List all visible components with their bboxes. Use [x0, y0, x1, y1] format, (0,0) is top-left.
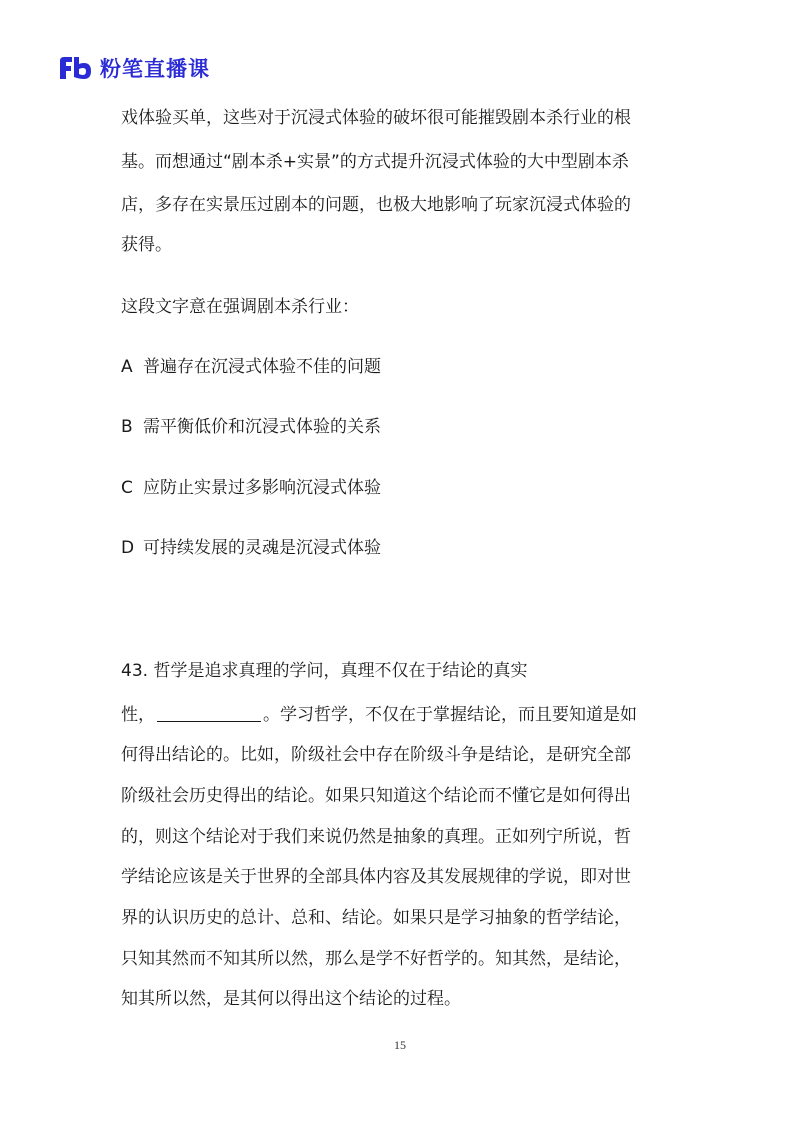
question-43-line: 阶级社会历史得出的结论。如果只知道这个结论而不懂它是如何得出 — [121, 786, 631, 806]
header — [58, 50, 210, 86]
question-43-line: 的，则这个结论对于我们来说仍然是抽象的真理。正如列宁所说，哲 — [121, 827, 631, 847]
question-43-line: 学结论应该是关于世界的全部具体内容及其发展规律的学说，即对世 — [121, 867, 631, 887]
option-text: 需平衡低价和沉浸式体验的关系 — [143, 417, 381, 437]
question-43-text: 。学习哲学，不仅在于掌握结论，而且要知道是如 — [263, 705, 637, 725]
question-43-line: 何得出结论的。比如，阶级社会中存在阶级斗争是结论，是研究全部 — [121, 745, 631, 765]
option-letter: D — [121, 538, 135, 558]
question-43-line: 知其所以然，是其何以得出这个结论的过程。 — [121, 989, 461, 1009]
passage-line: 戏体验买单，这些对于沉浸式体验的破坏很可能摧毁剧本杀行业的根 — [121, 108, 631, 128]
option-letter: C — [121, 478, 133, 498]
option-text: 可持续发展的灵魂是沉浸式体验 — [143, 538, 381, 558]
question-stem: 这段文字意在强调剧本杀行业： — [121, 297, 359, 317]
question-43-line — [121, 705, 637, 725]
page-number: 15 — [394, 1038, 406, 1052]
option-d — [121, 538, 381, 558]
question-43-line: 界的认识历史的总计、总和、结论。如果只是学习抽象的哲学结论， — [121, 908, 631, 928]
passage-line: 店，多存在实景压过剧本的问题，也极大地影响了玩家沉浸式体验的 — [121, 195, 631, 215]
option-a — [121, 357, 381, 377]
option-text: 应防止实景过多影响沉浸式体验 — [143, 478, 381, 498]
fill-in-blank — [157, 705, 261, 722]
passage-line: 获得。 — [121, 235, 172, 255]
option-letter: B — [121, 417, 133, 437]
option-c — [121, 478, 381, 498]
option-b — [121, 417, 381, 437]
question-43-line: 43. 哲学是追求真理的学问，真理不仅在于结论的真实 — [121, 661, 528, 681]
question-43-line: 只知其然而不知其所以然，那么是学不好哲学的。知其然，是结论， — [121, 949, 631, 969]
brand-name: 粉笔直播课 — [100, 57, 210, 81]
option-letter: A — [121, 357, 133, 377]
passage-line: 基。而想通过“剧本杀+实景”的方式提升沉浸式体验的大中型剧本杀 — [121, 152, 629, 172]
question-43-text: 性， — [121, 705, 155, 725]
fb-logo-icon — [58, 55, 92, 81]
option-text: 普遍存在沉浸式体验不佳的问题 — [143, 357, 381, 377]
